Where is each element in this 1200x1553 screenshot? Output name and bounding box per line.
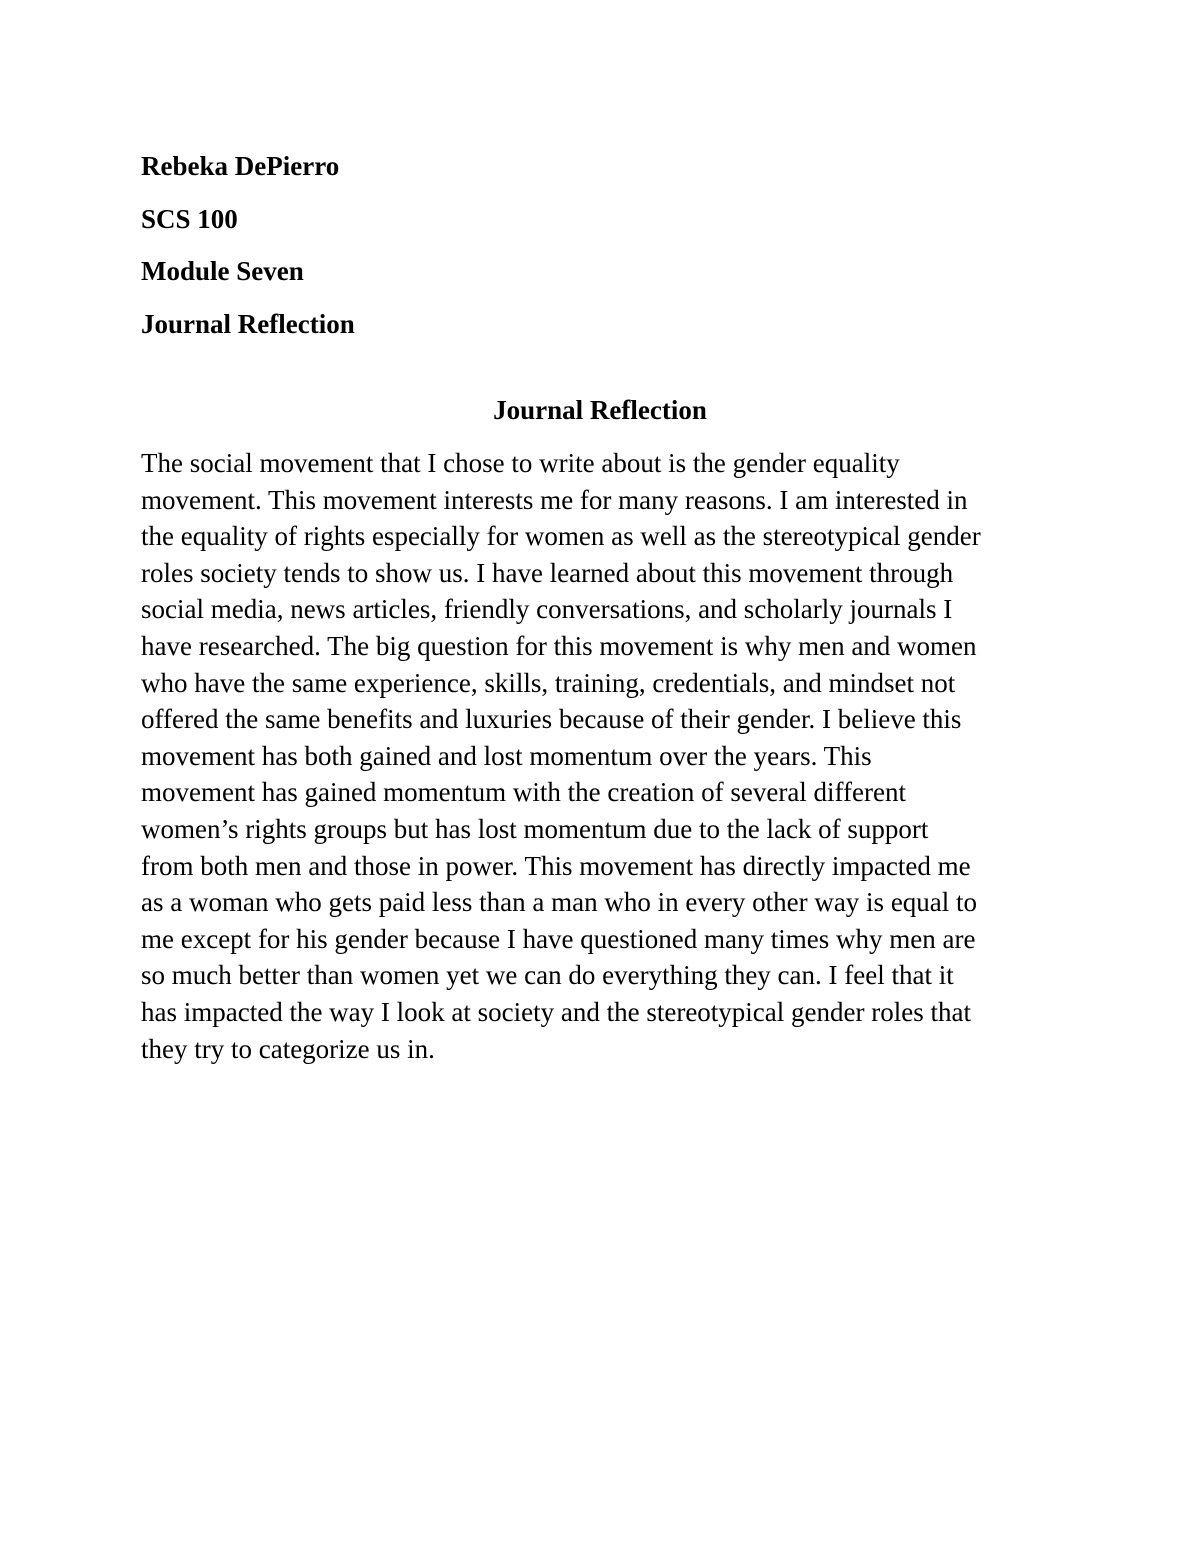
body-line: roles society tends to show us. I have learned about this movement through [141,557,954,588]
body-line: as a woman who gets paid less than a man who in every other way is equal to [141,887,978,918]
body-line: movement has both gained and lost momentum over the years. This [141,740,872,771]
body-line: have researched. The big question for this movement is why men and women [141,630,977,661]
body-line: from both men and those in power. This movement has directly impacted me [141,850,971,881]
author-name: Rebeka DePierro [141,151,340,181]
body-line: The social movement that I chose to write about is the gender equality [141,448,900,478]
module-name: Module Seven [141,256,304,286]
body-line: the equality of rights especially for women as well as the stereotypical gender [141,521,981,552]
body-line: social media, news articles, friendly conversations, and scholarly journals I [141,594,953,625]
document-header [141,140,1061,350]
body-line: me except for his gender because I have questioned many times why men are [141,923,976,954]
course-code: SCS 100 [141,203,238,234]
body-paragraph [141,445,1081,1067]
body-line: movement has gained momentum with the creation of several different [141,777,907,808]
body-line: who have the same experience, skills, training, credentials, and mindset not [141,667,956,698]
document-title: Journal Reflection [493,395,707,425]
body-line: they try to categorize us in. [141,1033,435,1064]
body-line: so much better than women yet we can do everything they can. I feel that it [141,960,954,991]
assignment-name: Journal Reflection [141,308,355,339]
body-line: offered the same benefits and luxuries because of their gender. I believe this [141,704,962,735]
body-line: women’s rights groups but has lost momentum due to the lack of support [141,813,929,844]
body-line: movement. This movement interests me for many reasons. I am interested in [141,484,968,515]
body-line: has impacted the way I look at society and the stereotypical gender roles that [141,996,971,1027]
